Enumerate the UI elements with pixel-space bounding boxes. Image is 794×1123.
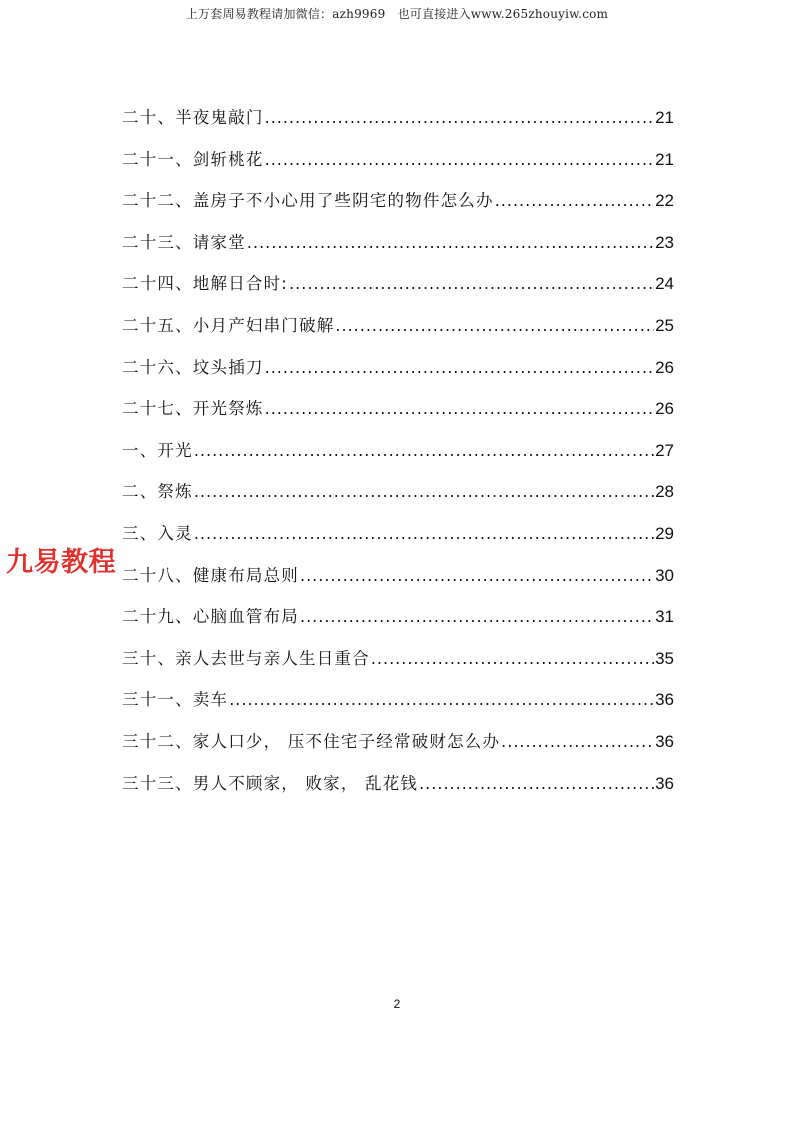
toc-entry[interactable] [122, 520, 674, 562]
toc-entry-page: 21 [655, 108, 674, 127]
toc-entry-page: 31 [655, 607, 674, 627]
toc-entry-title: 三十一、卖车 [122, 690, 229, 710]
toc-entry-page: 36 [655, 773, 674, 793]
toc-entry[interactable] [122, 770, 674, 812]
toc-dot-leader [247, 229, 654, 257]
toc-entry[interactable] [122, 603, 674, 645]
watermark-logo: 九易教程 [6, 547, 116, 578]
toc-entry-page: 28 [655, 482, 674, 502]
toc-entry[interactable] [122, 146, 674, 188]
toc-entry-title: 二十九、心脑血管布局 [122, 607, 299, 627]
toc-entry[interactable] [122, 437, 674, 479]
toc-entry-page: 36 [655, 690, 674, 710]
toc-entry-page: 21 [655, 149, 674, 169]
toc-dot-leader [419, 770, 654, 798]
toc-entry-title: 三、入灵 [122, 523, 193, 543]
toc-entry[interactable] [122, 478, 674, 520]
toc-entry-title: 二十六、坟头插刀 [122, 357, 264, 377]
toc-dot-leader [194, 478, 654, 506]
page-number: 2 [393, 997, 401, 1011]
toc-entry-title: 一、开光 [122, 440, 193, 460]
toc-entry[interactable] [122, 728, 674, 770]
toc-entry-title: 二十八、健康布局总则 [122, 565, 299, 585]
toc-entry[interactable] [122, 229, 674, 271]
toc-entry[interactable] [122, 645, 674, 687]
toc-entry[interactable] [122, 354, 674, 396]
toc-entry-title: 二十、半夜鬼敲门 [122, 108, 264, 127]
toc-entry-page: 25 [655, 315, 674, 335]
toc-entry[interactable] [122, 187, 674, 229]
toc-entry-page: 30 [655, 565, 674, 585]
toc-dot-leader [265, 104, 654, 132]
toc-entry-page: 24 [655, 274, 674, 294]
toc-dot-leader [265, 146, 654, 174]
toc-entry-page: 27 [655, 440, 674, 460]
toc-dot-leader [194, 437, 654, 465]
toc-entry-title: 二十二、盖房子不小心用了些阴宅的物件怎么办 [122, 191, 494, 211]
toc-entry-title: 二十三、请家堂 [122, 232, 246, 252]
toc-entry-title: 二十一、剑斩桃花 [122, 149, 264, 169]
toc-entry[interactable] [122, 312, 674, 354]
toc-entry-page: 35 [655, 648, 674, 668]
toc-dot-leader [300, 562, 654, 590]
toc-dot-leader [300, 603, 654, 631]
toc-entry-page: 26 [655, 399, 674, 419]
toc-dot-leader [495, 187, 654, 215]
toc-entry[interactable] [122, 686, 674, 728]
toc-entry[interactable] [122, 270, 674, 312]
toc-entry-title: 三十二、家人口少， 压不住宅子经常破财怎么办 [122, 731, 501, 751]
toc-dot-leader [229, 686, 654, 714]
toc-entry-title: 二十四、地解日合时: [122, 274, 289, 294]
toc-dot-leader [501, 728, 654, 756]
toc-entry-page: 26 [655, 357, 674, 377]
toc-entry-title: 二十五、小月产妇串门破解 [122, 315, 335, 335]
toc-dot-leader [265, 354, 654, 382]
table-of-contents [122, 104, 674, 811]
toc-entry-title: 三十、亲人去世与亲人生日重合 [122, 648, 370, 668]
toc-entry-title: 二、祭炼 [122, 482, 193, 502]
toc-entry-page: 23 [655, 232, 674, 252]
toc-entry[interactable] [122, 104, 674, 146]
toc-dot-leader [194, 520, 654, 548]
header-note: 上万套周易教程请加微信：azh9969 也可直接进入www.265zhouyiw.com [185, 7, 609, 21]
toc-entry-title: 三十三、男人不顾家， 败家， 乱花钱 [122, 773, 419, 793]
toc-dot-leader [335, 312, 654, 340]
toc-dot-leader [289, 270, 654, 298]
toc-entry-page: 36 [655, 731, 674, 751]
toc-dot-leader [371, 645, 654, 673]
toc-entry[interactable] [122, 395, 674, 437]
toc-entry-page: 22 [655, 191, 674, 211]
toc-dot-leader [265, 395, 654, 423]
toc-entry-page: 29 [655, 523, 674, 543]
toc-entry[interactable] [122, 562, 674, 604]
toc-entry-title: 二十七、开光祭炼 [122, 399, 264, 419]
